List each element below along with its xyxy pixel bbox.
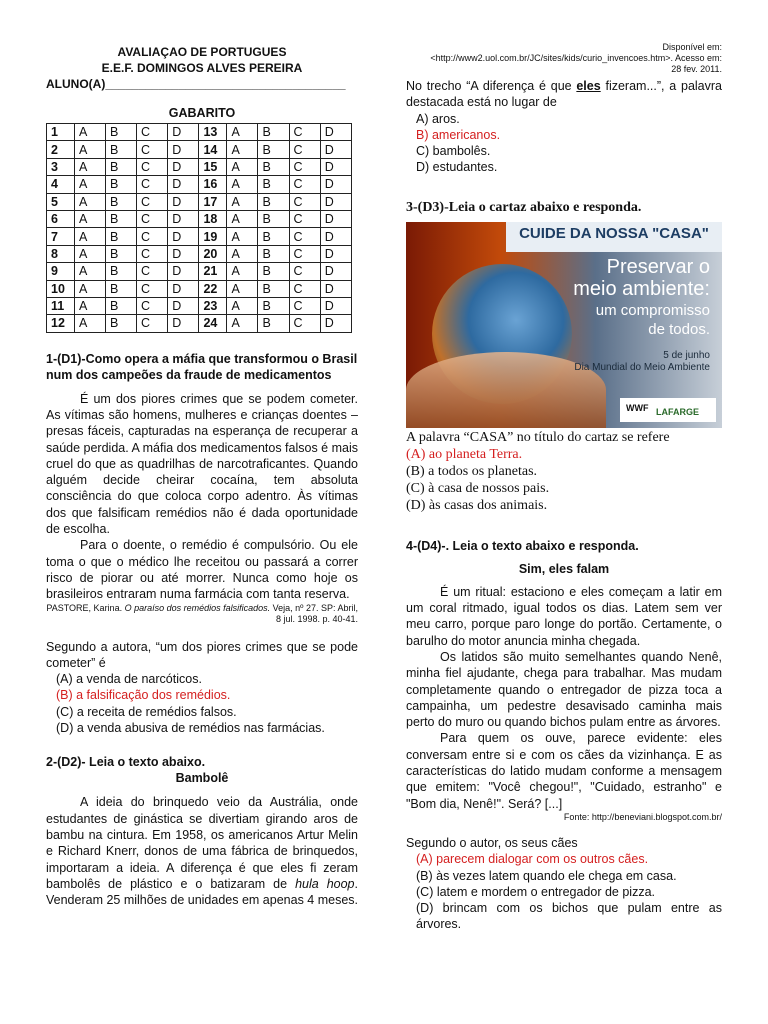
answer-bubble[interactable]: A xyxy=(74,158,105,175)
answer-bubble[interactable]: A xyxy=(227,210,258,227)
gabarito-row xyxy=(47,280,352,297)
question-number: 13 xyxy=(199,124,227,141)
wwf-logo: WWF xyxy=(626,402,649,413)
answer-bubble[interactable]: A xyxy=(227,263,258,280)
question-number: 10 xyxy=(47,280,75,297)
answer-bubble[interactable]: D xyxy=(168,210,199,227)
question-number: 15 xyxy=(199,158,227,175)
q1-option: (C) a receita de remédios falsos. xyxy=(56,704,237,719)
q4-option: (C) latem e mordem o entregador de pizza. xyxy=(416,884,655,899)
answer-bubble[interactable]: B xyxy=(258,176,289,193)
q1-option: (B) a falsificação dos remédios. xyxy=(56,688,231,703)
answer-bubble[interactable]: C xyxy=(137,141,168,158)
answer-bubble[interactable]: D xyxy=(320,193,351,210)
answer-bubble[interactable]: C xyxy=(137,210,168,227)
answer-bubble[interactable]: A xyxy=(74,193,105,210)
question-number: 24 xyxy=(199,315,227,332)
answer-bubble[interactable]: C xyxy=(289,158,320,175)
q1-option: (D) a venda abusiva de remédios nas farmácias. xyxy=(56,721,325,736)
answer-bubble[interactable]: A xyxy=(74,297,105,314)
answer-bubble[interactable]: B xyxy=(106,141,137,158)
answer-bubble[interactable]: A xyxy=(227,297,258,314)
header-title: AVALIAÇAO DE PORTUGUES xyxy=(117,45,287,59)
q4-option: (B) às vezes latem quando ele chega em casa. xyxy=(416,868,677,883)
answer-bubble[interactable]: A xyxy=(74,315,105,332)
answer-bubble[interactable]: B xyxy=(106,176,137,193)
question-number: 21 xyxy=(199,263,227,280)
answer-bubble[interactable]: B xyxy=(106,193,137,210)
answer-bubble[interactable]: A xyxy=(74,263,105,280)
gabarito-row xyxy=(47,193,352,210)
q2-subtitle: Bambolê xyxy=(175,771,229,786)
q2-options xyxy=(406,111,722,176)
answer-bubble[interactable]: A xyxy=(74,210,105,227)
q4-paragraph-2: Os latidos são muito semelhantes quando Nenê, minha fiel ajudante, chega para trabalhar. Mas mudam completamente quando o entregador de pizza toca a campainha, um pedestre desavisado caminha mais perto do muro ou quando bichos pulam entre as árvores. xyxy=(406,649,722,730)
answer-bubble[interactable]: B xyxy=(258,315,289,332)
answer-bubble[interactable]: B xyxy=(106,158,137,175)
gabarito-row xyxy=(47,297,352,314)
question-3 xyxy=(406,200,722,514)
lafarge-logo: LAFARGE xyxy=(656,406,700,417)
q3-option: (A) ao planeta Terra. xyxy=(406,446,523,462)
answer-bubble[interactable]: C xyxy=(137,263,168,280)
answer-bubble[interactable]: C xyxy=(137,124,168,141)
question-number: 4 xyxy=(47,176,75,193)
answer-bubble[interactable]: A xyxy=(74,245,105,262)
q1-options xyxy=(46,671,358,736)
q1-title: 1-(D1)-Como opera a máfia que transformou o Brasil num dos campeões da fraude de medicamentos xyxy=(46,351,358,382)
answer-bubble[interactable]: B xyxy=(258,158,289,175)
answer-bubble[interactable]: C xyxy=(137,228,168,245)
answer-bubble[interactable]: C xyxy=(137,176,168,193)
answer-bubble[interactable]: D xyxy=(320,263,351,280)
answer-bubble[interactable]: D xyxy=(168,297,199,314)
answer-bubble[interactable]: A xyxy=(74,176,105,193)
answer-bubble[interactable]: D xyxy=(168,176,199,193)
question-number: 9 xyxy=(47,263,75,280)
answer-bubble[interactable]: A xyxy=(227,245,258,262)
q4-option: (A) parecem dialogar com os outros cães. xyxy=(416,852,649,867)
answer-bubble[interactable]: B xyxy=(106,210,137,227)
question-number: 6 xyxy=(47,210,75,227)
answer-bubble[interactable]: B xyxy=(106,280,137,297)
answer-bubble[interactable]: B xyxy=(106,263,137,280)
q4-options xyxy=(406,851,722,932)
answer-bubble[interactable]: D xyxy=(168,193,199,210)
answer-bubble[interactable]: D xyxy=(320,176,351,193)
answer-bubble[interactable]: D xyxy=(168,280,199,297)
answer-bubble[interactable]: D xyxy=(168,124,199,141)
q3-question: A palavra “CASA” no título do cartaz se refere xyxy=(406,429,670,445)
answer-bubble[interactable]: C xyxy=(137,315,168,332)
answer-bubble[interactable]: D xyxy=(320,280,351,297)
answer-bubble[interactable]: B xyxy=(106,245,137,262)
answer-bubble[interactable]: D xyxy=(168,158,199,175)
gabarito-row xyxy=(47,245,352,262)
answer-bubble[interactable]: C xyxy=(289,210,320,227)
answer-bubble[interactable]: C xyxy=(289,297,320,314)
gabarito-row xyxy=(47,228,352,245)
q3-option: (C) à casa de nossos pais. xyxy=(406,480,550,496)
answer-bubble[interactable]: A xyxy=(227,141,258,158)
right-column xyxy=(406,0,722,933)
answer-bubble[interactable]: D xyxy=(168,141,199,158)
q4-title: 4-(D4)-. Leia o texto abaixo e responda. xyxy=(406,538,639,553)
q3-option: (B) a todos os planetas. xyxy=(406,463,538,479)
answer-bubble[interactable]: C xyxy=(137,193,168,210)
header-school: E.E.F. DOMINGOS ALVES PEREIRA xyxy=(101,61,303,75)
q2-option: D) estudantes. xyxy=(416,160,498,175)
gabarito-row xyxy=(47,263,352,280)
question-number: 5 xyxy=(47,193,75,210)
q3-title: 3-(D3)-Leia o cartaz abaixo e responda. xyxy=(406,199,642,215)
answer-bubble[interactable]: D xyxy=(168,228,199,245)
answer-bubble[interactable]: A xyxy=(227,124,258,141)
q3-option: (D) às casas dos animais. xyxy=(406,497,548,513)
gabarito-row xyxy=(47,176,352,193)
answer-bubble[interactable]: A xyxy=(227,228,258,245)
q1-source: PASTORE, Karina. O paraíso dos remédios falsificados. Veja, nº 27. SP: Abril, 8 jul. 1998. p. 40-41. xyxy=(46,602,358,624)
q4-paragraph-1: É um ritual: estaciono e eles começam a latir em um coral ritmado, igual todos os dias. Latem sem ver meu carro, porque paro longe do portão. Certamente, o barulho do motor anuncia minha chegada. xyxy=(406,584,722,648)
q1-paragraph-1: É um dos piores crimes que se podem cometer. As vítimas são homens, mulheres e crianças doentes – presas fáceis, capturadas na esperança de recuperar a saúde perdida. A máfia dos medicamentos falsos é mais cruel do que as quadrilhas de narcotraficantes. Quando alguém decide cheirar cocaína, tem absoluta consciência do que coloca corpo adentro. Às vítimas dos que falsificam remédios não é dada oportunidade de escolha. xyxy=(46,391,358,537)
question-number: 12 xyxy=(47,315,75,332)
gabarito-row xyxy=(47,158,352,175)
answer-bubble[interactable]: B xyxy=(106,315,137,332)
answer-bubble[interactable]: B xyxy=(258,280,289,297)
answer-bubble[interactable]: B xyxy=(258,141,289,158)
q4-paragraph-3: Para quem os ouve, parece evidente: eles conversam entre si e com os cães da vizinhança. E as características do latido mudam conforme a mensagem que emitem: "Você chegou!", "Cuidado, estranho" e "Bom dia, Nenê!". Será? [...] xyxy=(406,731,722,811)
answer-bubble[interactable]: D xyxy=(168,245,199,262)
answer-bubble[interactable]: B xyxy=(258,210,289,227)
answer-bubble[interactable]: A xyxy=(227,315,258,332)
gabarito-row xyxy=(47,124,352,141)
answer-bubble[interactable]: D xyxy=(168,263,199,280)
q4-source: Fonte: http://beneviani.blogspot.com.br/ xyxy=(563,811,722,822)
answer-bubble[interactable]: A xyxy=(74,280,105,297)
poster-slogan: Preservar o meio ambiente: um compromisso de todos. 5 de junho Dia Mundial do Meio Ambiente xyxy=(573,255,710,373)
answer-bubble[interactable]: D xyxy=(320,124,351,141)
answer-bubble[interactable]: B xyxy=(258,228,289,245)
q2-title: 2-(D2)- Leia o texto abaixo. xyxy=(46,755,206,770)
q1-paragraph-2: Para o doente, o remédio é compulsório. Ou ele toma o que o médico lhe receitou ou passará a correr risco de piorar ou até morrer. Nunca como hoje os brasileiros entraram numa farmácia com tanta reserva. xyxy=(46,538,358,602)
answer-bubble[interactable]: B xyxy=(106,124,137,141)
q1-question: Segundo a autora, “um dos piores crimes que se pode cometer” é xyxy=(46,639,358,670)
question-number: 20 xyxy=(199,245,227,262)
q4-subtitle: Sim, eles falam xyxy=(518,561,610,576)
question-number: 17 xyxy=(199,193,227,210)
environment-poster xyxy=(406,222,722,428)
question-2 xyxy=(46,754,358,908)
answer-bubble[interactable]: C xyxy=(289,263,320,280)
answer-bubble[interactable]: C xyxy=(289,176,320,193)
answer-bubble[interactable]: B xyxy=(258,297,289,314)
question-number: 8 xyxy=(47,245,75,262)
answer-bubble[interactable]: A xyxy=(74,141,105,158)
gabarito-row xyxy=(47,141,352,158)
answer-bubble[interactable]: A xyxy=(74,228,105,245)
answer-bubble[interactable]: A xyxy=(74,124,105,141)
student-name-line: ALUNO(A)____________________________________ xyxy=(46,77,346,91)
answer-bubble[interactable]: D xyxy=(320,210,351,227)
answer-bubble[interactable]: D xyxy=(168,315,199,332)
answer-bubble[interactable]: D xyxy=(320,228,351,245)
answer-bubble[interactable]: C xyxy=(137,280,168,297)
q1-option: (A) a venda de narcóticos. xyxy=(56,672,202,687)
question-number: 2 xyxy=(47,141,75,158)
q3-options xyxy=(406,446,722,514)
q2-option: C) bambolês. xyxy=(416,144,491,159)
answer-grid xyxy=(46,123,352,333)
answer-bubble[interactable]: C xyxy=(289,141,320,158)
q2-option: B) americanos. xyxy=(416,127,501,142)
answer-bubble[interactable]: A xyxy=(227,176,258,193)
question-number: 22 xyxy=(199,280,227,297)
answer-bubble[interactable]: C xyxy=(289,193,320,210)
question-number: 19 xyxy=(199,228,227,245)
question-4 xyxy=(406,538,722,933)
answer-bubble[interactable]: B xyxy=(258,124,289,141)
q2-question: No trecho “A diferença é que eles fizeram...”, a palavra destacada está no lugar de xyxy=(406,79,722,110)
answer-bubble[interactable]: C xyxy=(137,158,168,175)
answer-bubble[interactable]: C xyxy=(289,228,320,245)
question-1 xyxy=(46,351,358,737)
answer-bubble[interactable]: D xyxy=(320,297,351,314)
question-number: 16 xyxy=(199,176,227,193)
poster-banner: CUIDE DA NOSSA "CASA" xyxy=(506,222,722,252)
gabarito-row xyxy=(47,315,352,332)
answer-bubble[interactable]: D xyxy=(320,158,351,175)
answer-bubble[interactable]: B xyxy=(258,245,289,262)
answer-bubble[interactable]: D xyxy=(320,141,351,158)
answer-bubble[interactable]: C xyxy=(289,124,320,141)
q4-option: (D) brincam com os bichos que pulam entre as árvores. xyxy=(416,901,722,932)
answer-bubble[interactable]: C xyxy=(289,315,320,332)
gabarito-title: GABARITO xyxy=(168,106,236,120)
answer-bubble[interactable]: D xyxy=(320,245,351,262)
answer-bubble[interactable]: C xyxy=(289,245,320,262)
q2-source: Disponível em: <http://www2.uol.com.br/JC/sites/kids/curio_invencoes.htm>. Acesso em: 28 fev. 2011. xyxy=(430,42,722,74)
q2-option: A) aros. xyxy=(416,111,460,126)
question-number: 11 xyxy=(47,297,75,314)
gabarito-row xyxy=(47,210,352,227)
answer-bubble[interactable]: A xyxy=(227,158,258,175)
answer-bubble[interactable]: A xyxy=(227,280,258,297)
question-number: 3 xyxy=(47,158,75,175)
answer-bubble[interactable]: A xyxy=(227,193,258,210)
answer-bubble[interactable]: B xyxy=(258,263,289,280)
answer-bubble[interactable]: B xyxy=(106,228,137,245)
answer-bubble[interactable]: C xyxy=(289,280,320,297)
question-number: 18 xyxy=(199,210,227,227)
answer-bubble[interactable]: C xyxy=(137,297,168,314)
answer-bubble[interactable]: D xyxy=(320,315,351,332)
answer-bubble[interactable]: B xyxy=(106,297,137,314)
question-number: 23 xyxy=(199,297,227,314)
left-column xyxy=(46,0,358,908)
sponsor-logos xyxy=(620,398,716,422)
question-number: 14 xyxy=(199,141,227,158)
answer-bubble[interactable]: B xyxy=(258,193,289,210)
question-number: 1 xyxy=(47,124,75,141)
q4-question: Segundo o autor, os seus cães xyxy=(406,835,578,850)
question-number: 7 xyxy=(47,228,75,245)
answer-bubble[interactable]: C xyxy=(137,245,168,262)
q2-paragraph: A ideia do brinquedo veio da Austrália, onde estudantes de ginástica se divertiam girando aros de bambu na cintura. Em 1958, os americanos Artur Melin e Richard Knerr, donos de uma fábrica de brinquedos, importaram a ideia. A diferença é que eles fi zeram bambolês de plástico e o batizaram de hula hoop. Venderam 25 milhões de unidades em apenas 4 meses. xyxy=(46,795,358,908)
